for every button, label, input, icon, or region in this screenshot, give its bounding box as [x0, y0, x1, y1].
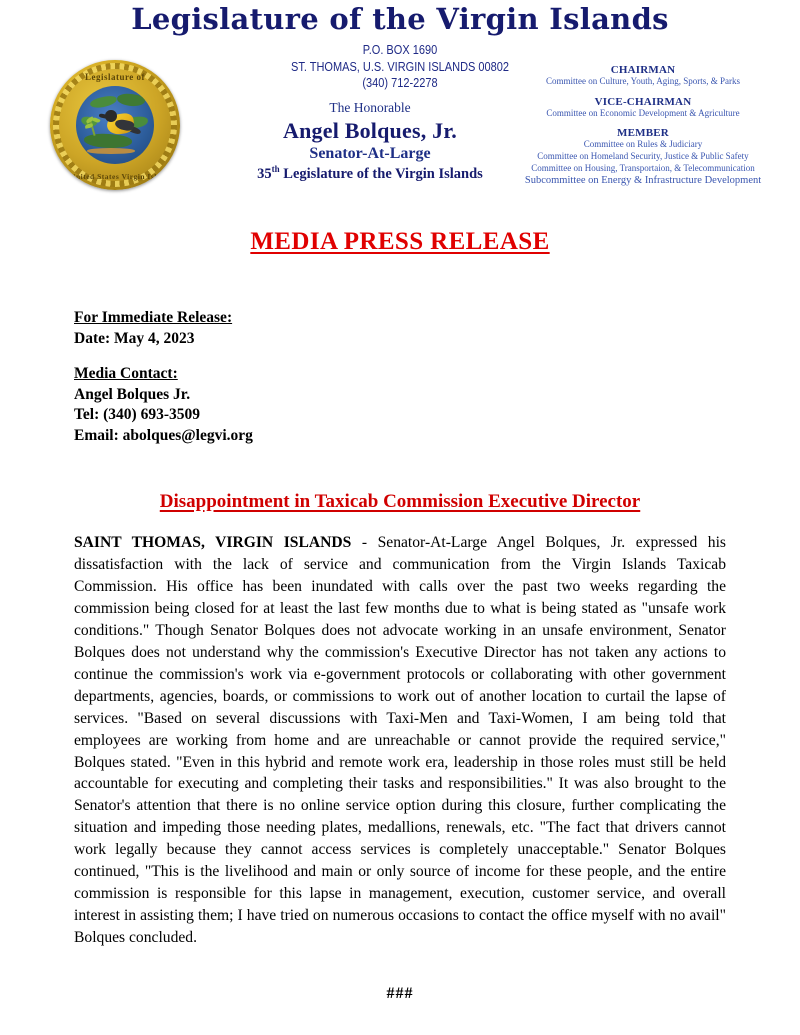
- release-date: Date: May 4, 2023: [74, 329, 195, 347]
- end-mark: ###: [386, 985, 414, 1003]
- release-timing-label: For Immediate Release:: [74, 309, 233, 326]
- seal-icon: [50, 60, 180, 190]
- article-headline: Disappointment in Taxicab Commission Executive Director: [159, 490, 641, 512]
- committee-item: Committee on Homeland Security, Justice & Public Safety: [537, 151, 749, 162]
- media-contact-label: Media Contact:: [74, 365, 178, 383]
- seal-text-top: Legislature of: [84, 72, 146, 82]
- committee-item: Committee on Rules & Judiciary: [583, 139, 703, 150]
- committee-role-vice-chairman: VICE-CHAIRMAN: [594, 95, 692, 108]
- committee-item: Committee on Culture, Youth, Aging, Sports, & Parks: [545, 76, 740, 86]
- meta-spacer: [74, 349, 726, 364]
- seal-text-bottom: the United States Virgin Islands: [56, 172, 174, 181]
- page-title: MEDIA PRESS RELEASE: [250, 228, 550, 255]
- shoreline-shape: [87, 148, 135, 153]
- release-meta-block: [74, 308, 726, 447]
- committee-item: Subcommittee on Energy & Infrastructure Development: [524, 175, 762, 187]
- island-shape: [89, 95, 117, 110]
- committee-assignments: [508, 64, 778, 188]
- article-text: - Senator-At-Large Angel Bolques, Jr. expressed his dissatisfaction with the lack of service and communication from the Virgin Islands Taxicab Commission. His office has been inundated with calls over the past two weeks regarding the commission being closed for at least the last few months due to what is being stated as "unsafe work conditions." Though Senator Bolques does not advocate working in an unsafe environment, Senator Bolques does not understand why the commission's Executive Director has not taken any actions to continue the commission's work via e-government protocols or collaborating with other government departments, agencies, boards, or commissions to work out of another location to curtail the lapse of services. "Based on several discussions with Taxi-Men and Taxi-Women, I am being told that employees are working from home and are unreachable or cannot provide the required service," Bolques stated. "Even in this hybrid and remote work era, leadership in those roles must still be held accountable for executing and completing their tasks and responsibilities." It was also brought to the Senator's attention that there is no online service option during this closure, further complicating the situation and impeding those needing plates, medallions, renewals, etc. "The fact that drivers cannot work legally because they cannot access services is completely unacceptable." Senator Bolques continued, "This is the livelihood and main or only source of income for these people, and the entire commission is responsible for this lapse in management, execution, customer service, and overall interest in assisting them; I have tried on numerous occasions to contact the office myself with no avail" Bolques concluded.: [74, 533, 726, 947]
- legislature-session: [180, 164, 560, 183]
- branch-icon: [85, 117, 102, 136]
- contact-name: Angel Bolques Jr.: [74, 385, 191, 403]
- contact-phone: Tel: (340) 693-3509: [74, 406, 200, 424]
- document-body: [74, 200, 726, 1003]
- article-body: [74, 532, 726, 950]
- contact-email: Email: abolques@legvi.org: [74, 427, 253, 445]
- address-line-phone: (340) 712-2278: [362, 76, 438, 90]
- legislature-session-rest: Legislature of the Virgin Islands: [279, 165, 483, 182]
- letterhead: [0, 0, 800, 200]
- leaf-shape: [85, 123, 94, 129]
- address-line-po-box: P.O. BOX 1690: [362, 43, 438, 57]
- committee-item: Committee on Economic Development & Agriculture: [546, 107, 740, 118]
- article-dateline: SAINT THOMAS, VIRGIN ISLANDS: [74, 533, 352, 551]
- address-line-city: ST. THOMAS, U.S. VIRGIN ISLANDS 00802: [290, 59, 510, 74]
- legislature-seal: [50, 60, 180, 190]
- legislature-ordinal: 35: [257, 165, 272, 182]
- committee-item: Committee on Housing, Transportaion, & Telecommunication: [531, 162, 755, 173]
- legislature-ordinal-suffix: th: [271, 164, 280, 174]
- organization-title: Legislature of the Virgin Islands: [131, 2, 669, 36]
- seal-center-emblem: [76, 86, 154, 164]
- senator-name: Angel Bolques, Jr.: [283, 118, 457, 143]
- senator-honorific: The Honorable: [329, 100, 411, 115]
- committee-role-member: MEMBER: [617, 127, 669, 140]
- committee-role-chairman: CHAIRMAN: [610, 64, 676, 76]
- senator-identity-block: [180, 100, 560, 183]
- senator-title: Senator-At-Large: [309, 145, 431, 162]
